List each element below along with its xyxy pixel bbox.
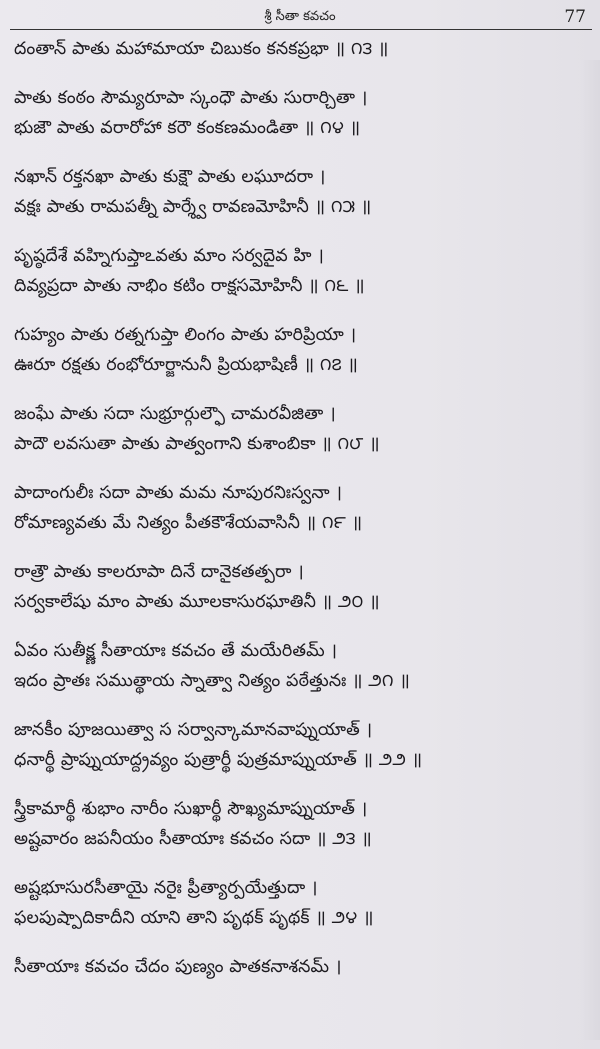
stanza-gap xyxy=(14,538,574,557)
stanza-gap xyxy=(14,301,574,320)
verse-line: రోమాణ్యవతు మే నిత్యం పీతకౌశేయవాసినీ ॥ ౧౯ ॥ xyxy=(14,513,363,533)
verse-line: రాత్రౌ పాతు కాలరూపా దినే దానైకతత్పరా । xyxy=(14,562,304,582)
verse-line: పాతు కంఠం సౌమ్యరూపా స్కంధౌ పాతు సురార్చితా । xyxy=(14,88,368,108)
stanza-gap xyxy=(14,222,574,241)
verse-line: ఏవం సుతీక్ష్ణ సీతాయాః కవచం తే మయేరితమ్ । xyxy=(14,641,338,661)
stanza-gap xyxy=(14,64,574,83)
verse-line: నఖాన్ రక్తనఖా పాతు కుక్షౌ పాతు లఘూదరా । xyxy=(14,167,326,187)
page-number: 77 xyxy=(564,7,586,27)
verse-stanza xyxy=(14,478,574,538)
stanza-gap xyxy=(14,854,574,873)
page-edge-shadow xyxy=(580,60,600,1040)
stanza-gap xyxy=(14,380,574,399)
header-rule xyxy=(10,29,592,30)
verse-line: వక్షః పాతు రామపత్నీ పార్శ్వే రావణమోహినీ ॥ ౧౫ ॥ xyxy=(14,197,372,217)
stanza-gap xyxy=(14,775,574,794)
verse-line: అష్టవారం జపనీయం సీతాయాః కవచం సదా ॥ ౨౩ ॥ xyxy=(14,829,372,849)
verse-line: ఫలపుష్పాదికాదీని యాని తాని పృథక్ పృథక్ ॥ ౨౪ ॥ xyxy=(14,908,374,928)
verse-line: జంఘే పాతు సదా సుభ్రూర్గుల్ఫౌ చామరవీజితా । xyxy=(14,404,336,424)
verse-line: పాదాంగులీః సదా పాతు మమ నూపురనిఃస్వనా । xyxy=(14,483,343,503)
verse-text xyxy=(14,34,574,982)
verse-line: జానకీం పూజయిత్వా స సర్వాన్కామానవాప్నుయాత్ । xyxy=(14,720,373,740)
stanza-gap xyxy=(14,696,574,715)
verse-line: పాదౌ లవసుతా పాతు పాత్వంగాని కుశాంబికా ॥ ౧౮ ॥ xyxy=(14,434,380,454)
stanza-gap xyxy=(14,143,574,162)
verse-stanza xyxy=(14,399,574,459)
verse-line: భుజౌ పాతు వరారోహా కరౌ కంకణమండితా ॥ ౧౪ ॥ xyxy=(14,118,361,138)
stanza-gap xyxy=(14,617,574,636)
verse-line: ధనార్థీ ప్రాప్నుయాద్ద్రవ్యం పుత్రార్థీ పుత్రమాప్నుయాత్ ॥ ౨౨ ॥ xyxy=(14,750,423,770)
verse-stanza xyxy=(14,636,574,696)
verse-stanza xyxy=(14,952,574,982)
verse-stanza xyxy=(14,715,574,775)
verse-stanza xyxy=(14,241,574,301)
verse-line: ఇదం ప్రాతః సముత్థాయ స్నాత్వా నిత్యం పఠేత్తునః ॥ ౨౧ ॥ xyxy=(14,671,410,691)
verse-stanza xyxy=(14,83,574,143)
verse-stanza xyxy=(14,34,574,64)
verse-stanza xyxy=(14,794,574,854)
verse-line: దివ్యప్రదా పాతు నాభిం కటిం రాక్షసమోహినీ ॥ ౧౬ ॥ xyxy=(14,276,365,296)
stanza-gap xyxy=(14,933,574,952)
verse-stanza xyxy=(14,162,574,222)
verse-line: దంతాన్ పాతు మహామాయా చిబుకం కనకప్రభా ॥ ౧౩ ॥ xyxy=(14,39,389,59)
verse-stanza xyxy=(14,320,574,380)
verse-line: పృష్ఠదేశే వహ్నిగుప్తాఽవతు మాం సర్వదైవ హి । xyxy=(14,246,324,266)
verse-stanza xyxy=(14,557,574,617)
verse-line: అష్టభూసురసీతాయై నరైః ప్రీత్యార్పయేత్తుదా । xyxy=(14,878,318,898)
verse-line: సీతాయాః కవచం చేదం పుణ్యం పాతకనాశనమ్ । xyxy=(14,957,342,977)
page-header xyxy=(0,0,600,32)
verse-line: గుహ్యం పాతు రత్నగుప్తా లింగం పాతు హరిప్రియా । xyxy=(14,325,357,345)
verse-line: స్త్రీకామార్థీ శుభాం నారీం సుఖార్థీ సౌఖ్యమాప్నుయాత్ । xyxy=(14,799,368,819)
verse-line: సర్వకాలేషు మాం పాతు మూలకాసురఘాతినీ ॥ ౨౦ ॥ xyxy=(14,592,380,612)
verse-line: ఊరూ రక్షతు రంభోరూర్జానునీ ప్రియభాషిణీ ॥ ౧౭ ॥ xyxy=(14,355,359,375)
stanza-gap xyxy=(14,459,574,478)
verse-stanza xyxy=(14,873,574,933)
running-title: శ్రీ సీతా కవచం xyxy=(264,9,336,24)
